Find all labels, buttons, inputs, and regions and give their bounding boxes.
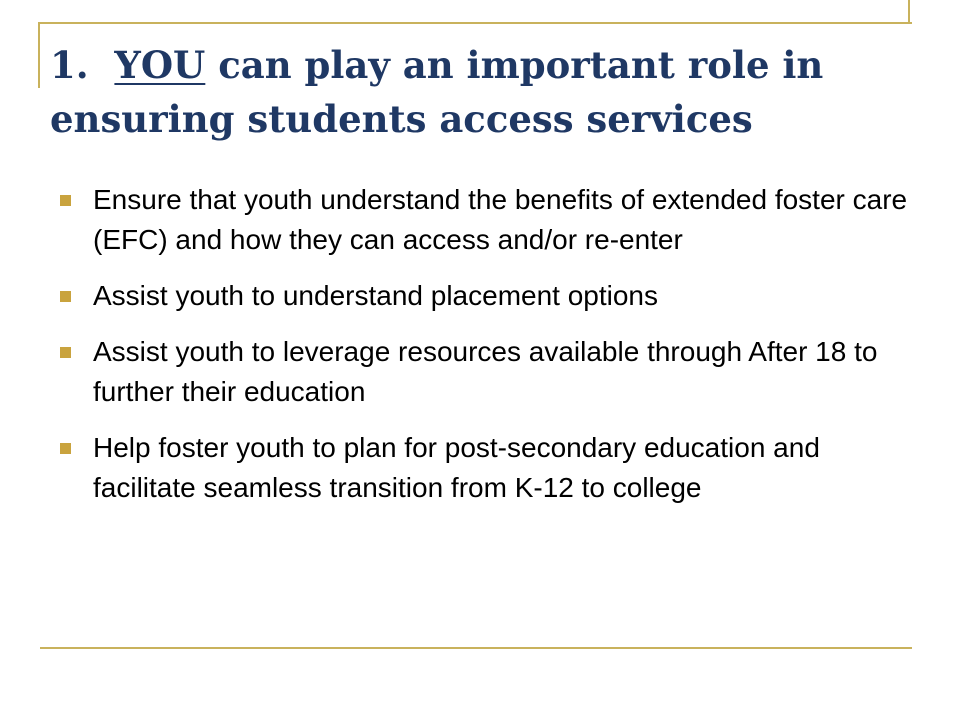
bullet-text: Assist youth to leverage resources available through After 18 to further their education <box>93 336 878 407</box>
square-bullet-icon <box>60 443 71 454</box>
top-rule <box>38 22 912 24</box>
left-rule <box>38 22 40 88</box>
bullet-text: Ensure that youth understand the benefits of extended foster care (EFC) and how they can access and/or re-enter <box>93 184 908 255</box>
bullet-item <box>60 180 910 260</box>
square-bullet-icon <box>60 347 71 358</box>
bullet-item <box>60 332 910 412</box>
bullet-text: Help foster youth to plan for post-secondary education and facilitate seamless transition from K-12 to college <box>93 432 820 503</box>
title-number: 1. <box>50 43 89 87</box>
title-emphasis: YOU <box>114 43 206 87</box>
bullet-item <box>60 428 910 508</box>
bottom-rule <box>40 647 912 649</box>
right-rule <box>908 0 910 24</box>
bullet-text: Assist youth to understand placement options <box>93 280 659 311</box>
bullet-item <box>60 276 910 316</box>
square-bullet-icon <box>60 291 71 302</box>
slide-title <box>50 38 910 146</box>
bullet-list <box>60 180 910 524</box>
title-line2: ensuring students access services <box>50 97 753 141</box>
square-bullet-icon <box>60 195 71 206</box>
title-line1-rest: can play an important role in <box>218 43 824 87</box>
